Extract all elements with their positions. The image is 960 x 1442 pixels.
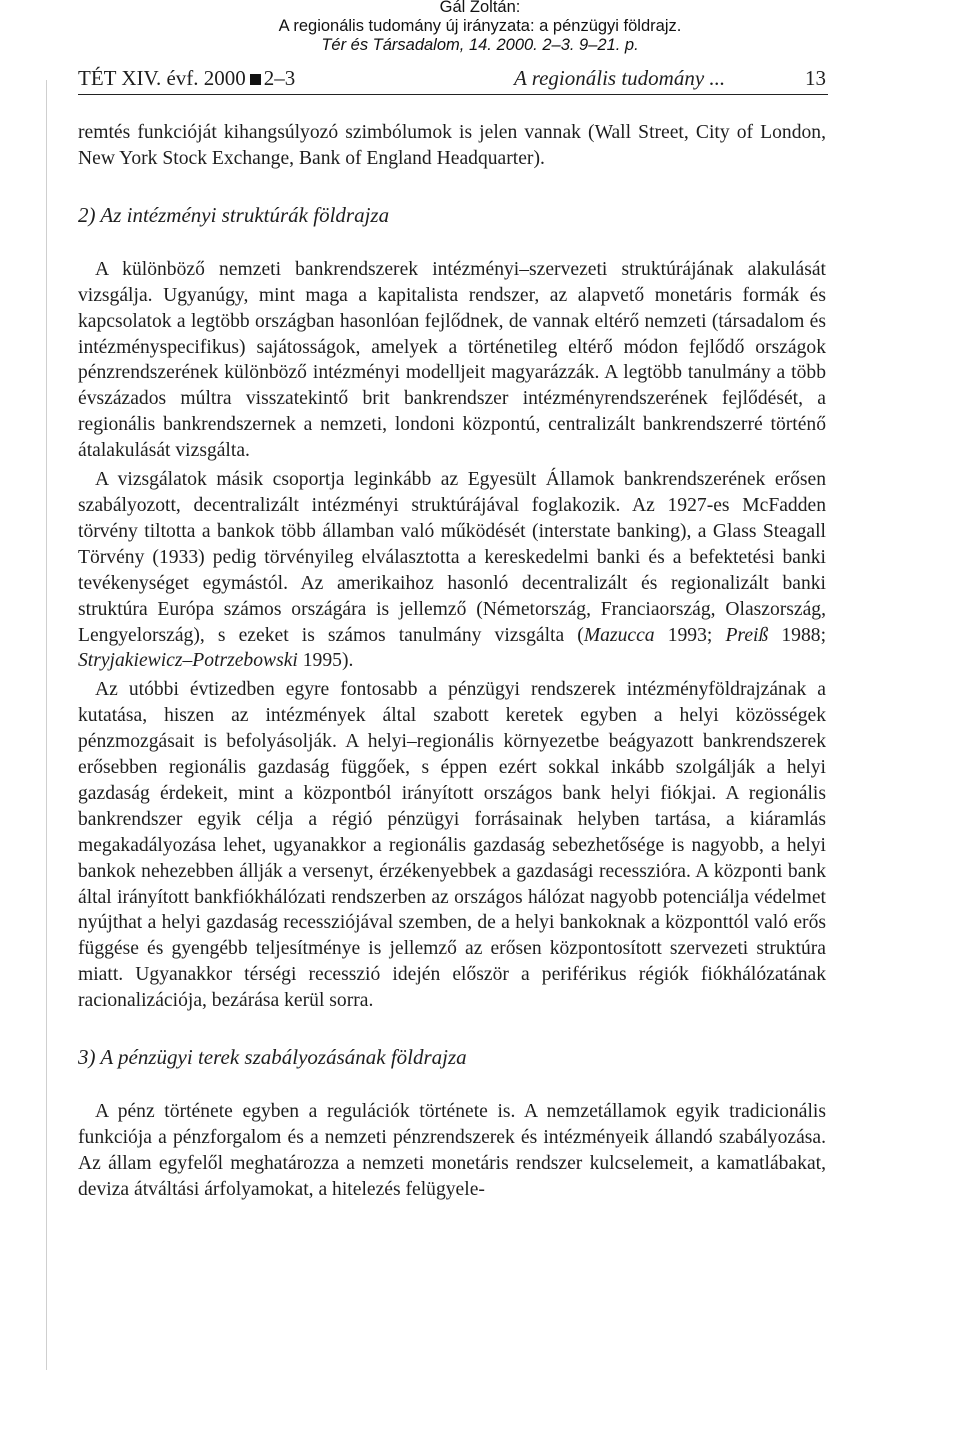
running-head: [78, 64, 828, 95]
reference-stryjakiewicz-year: 1995).: [297, 650, 354, 672]
reference-stryjakiewicz: Stryjakiewicz–Potrzebowski: [78, 650, 298, 672]
reference-preiss: Preiß: [725, 624, 769, 646]
intro-paragraph: remtés funkcióját kihangsúlyozó szimbólumok is jelen vannak (Wall Street, City of London, New York Stock Exchange, Bank of England Headquarter).: [78, 122, 826, 169]
running-head-article: A regionális tudomány ...: [514, 66, 726, 90]
section-2-paragraph-1: A különböző nemzeti bankrendszerek intézményi–szervezeti struktúrájának alakulását vizsgálja. Ugyanúgy, mint maga a kapitalista rendszer, az alapvető monetáris formák és kapcsolatok a legtöbb országban hasonlóan fejlődnek, de vannak eltérő nemzeti (társadalom és intézményspecifikus) sajátosságok, amelyek a történetileg eltérő módon fejlődő országok pénzrendszerének különböző intézményi modelljeit magyarázzák. A legtöbb tanulmány a több évszázados múltra visszatekintő brit bankrendszer intézményrendszerének fejlődését, a regionális bankrendszernek a nemzeti, londoni központú, centralizált bankrendszerré történő átalakulását vizsgálta.: [78, 258, 826, 462]
page-number: 13: [805, 66, 826, 90]
square-bullet-icon: [250, 74, 261, 85]
issue-label: 2–3: [263, 66, 296, 90]
reference-preiss-year: 1988;: [768, 624, 827, 646]
citation-header: [0, 0, 960, 55]
journal-label: TÉT XIV. évf. 2000: [78, 66, 246, 90]
scan-margin-line: [46, 80, 47, 1370]
running-head-left: [78, 64, 295, 92]
section-3-heading: 3) A pénzügyi terek szabályozásának földrajza: [78, 1045, 467, 1070]
section-2-heading: 2) Az intézményi struktúrák földrajza: [78, 202, 390, 227]
section-2-paragraph-2: [78, 467, 826, 674]
citation-source: Tér és Társadalom, 14. 2000. 2–3. 9–21. p.: [321, 36, 639, 54]
section-3-paragraph-1: A pénz története egyben a regulációk története is. A nemzetállamok egyik tradicionális funkciója a pénzforgalom és a nemzeti pénzrendszerek és intézményeik állandó szabályozása. Az állam egyfelől meghatározza a nemzeti monetáris rendszer kulcselemeit, a kamatlábakat, deviza átváltási árfolyamokat, a hitelezés felügyele-: [78, 1101, 826, 1200]
paragraph-2-text: A vizsgálatok másik csoportja leginkább az Egyesült Államok bankrendszerének erősen szabályozott, decentralizált intézményi struktúrájával foglakozik. Az 1927-es McFadden törvény tiltotta a bankok több államban való működését (interstate banking), a Glass Steagall Törvény (1933) pedig törvényileg elválasztotta a kereskedelmi banki és a befektetési banki tevékenységet egymástól. Az amerikaihoz hasonló decentralizált és regionalizált banki struktúra Európa számos országára is jellemző (Németország, Franciaország, Olaszország, Lengyelország), s ezeket is számos tanulmány vizsgálta (: [78, 469, 826, 646]
section-2-paragraph-3: Az utóbbi évtizedben egyre fontosabb a pénzügyi rendszerek intézményföldrajzának a kutatása, hiszen az intézmények által szabott keretek egyben a helyi közösségek pénzmozgásait is befolyásolják. A helyi–regionális környezetbe beágyazott bankrendszerek erősebben regionális gazdaság függőek, s éppen ezért sokkal inkább szolgálják a helyi gazdaság érdekeit, mint a központból irányított országos bank helyi fiókjai. A regionális bankrendszer egyik célja a régió pénzügyi forrásainak helyben tartása, a kiáramlás megakadályozása lehet, ugyanakkor a regionális gazdaság sebezhetősége is nagyobb, a helyi bankok nehezebben állják a versenyt, érzékenyebbek a gazdasági recesszióra. A központi bank által irányított bankfiókhálózati rendszerben az országos hálózat nagyobb potenciálja védelmet nyújthat a helyi gazdaság recessziójával szemben, de a helyi bankoknak a központtól való erős függése és gyengébb teljesítménye is jellemző az erősen központosított szervezeti struktúra miatt. Ugyanakkor térségi recesszió idején először a periférikus régiók fiókhálózatának racionalizációja, bezárása kerül sorra.: [78, 679, 826, 1012]
reference-mazucca: Mazucca: [583, 624, 655, 646]
article-body: [78, 120, 826, 1203]
citation-author: Gál Zoltán:: [439, 0, 521, 16]
citation-title: A regionális tudomány új irányzata: a pénzügyi földrajz.: [278, 17, 682, 35]
reference-mazucca-year: 1993;: [654, 624, 726, 646]
